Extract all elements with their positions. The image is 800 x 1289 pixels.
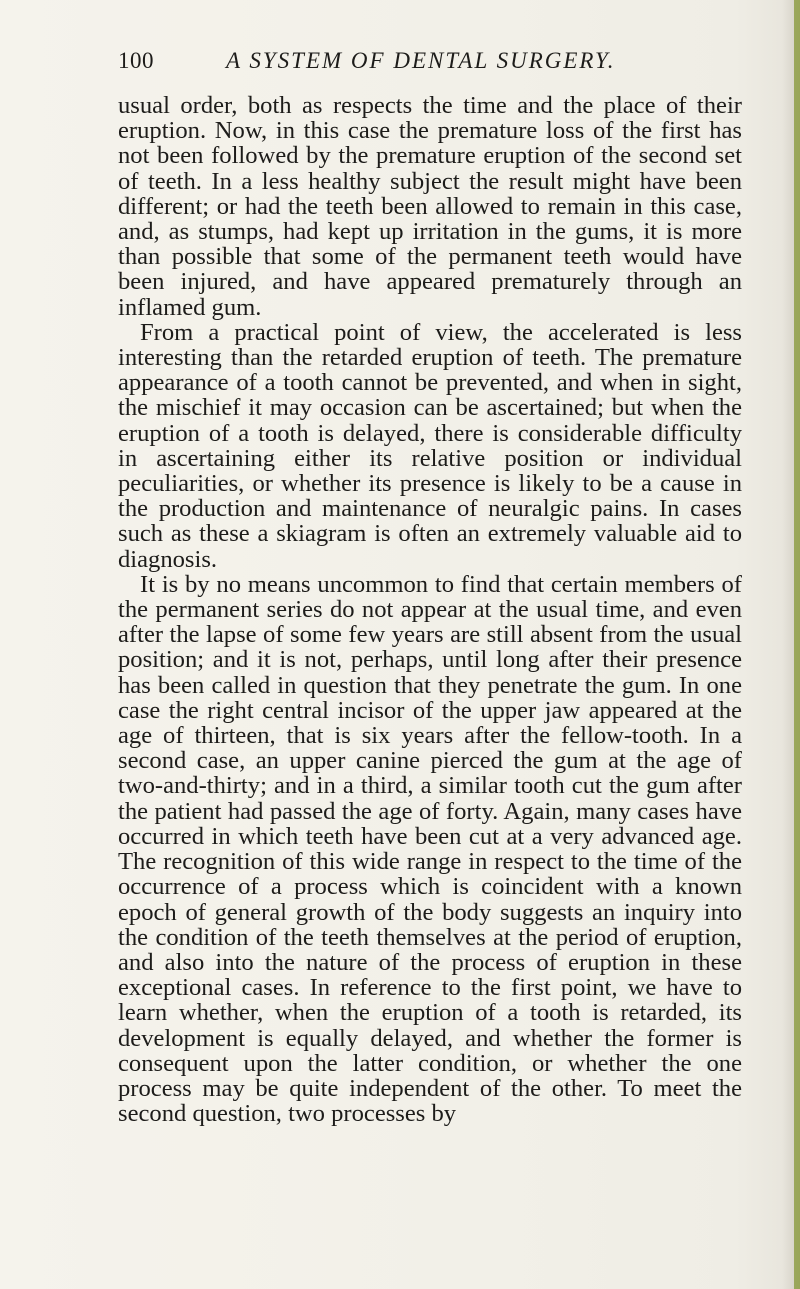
running-title: A SYSTEM OF DENTAL SURGERY.	[226, 48, 616, 73]
page-number: 100	[118, 48, 154, 73]
paragraph-delayed-eruption: It is by no means uncommon to find that certain members of the permanent series do not appear at the usual time, and even after the lapse of some few years are still absent from the usual position; and it is not, perhaps, until long after their presence has been called in question that they penetrate the gum. In one case the right central incisor of the upper jaw appeared at the age of thirteen, that is six years after the fellow-tooth. In a second case, an upper canine pierced the gum at the age of two-and-thirty; and in a third, a similar tooth cut the gum after the patient had passed the age of forty. Again, many cases have occurred in which teeth have been cut at a very advanced age. The recognition of this wide range in respect to the time of the occurrence of a process which is coincident with a known epoch of general growth of the body suggests an inquiry into the condition of the teeth themselves at the period of eruption, and also into the nature of the process of eruption in these exceptional cases. In reference to the first point, we have to learn whether, when the eruption of a tooth is retarded, its development is equally delayed, and whether the former is consequent upon the latter condition, or whether the one process may be quite independent of the other. To meet the second question, two processes by	[118, 570, 742, 1128]
paragraph-continuation: usual order, both as respects the time and the place of their eruption. Now, in this case the premature loss of the first has not been followed by the premature eruption of the second set of teeth. In a less healthy subject the result might have been different; or had the teeth been allowed to remain in this case, and, as stumps, had kept up irritation in the gums, it is more than possible that some of the permanent teeth would have been injured, and have appeared prematurely through an inflamed gum.	[118, 92, 742, 321]
running-head	[118, 48, 718, 78]
body-text	[118, 93, 742, 1126]
page-edge-strip	[794, 0, 800, 1289]
paragraph-practical-view: From a practical point of view, the accelerated is less interesting than the retarded eruption of teeth. The premature appearance of a tooth cannot be prevented, and when in sight, the mischief it may occasion can be ascertained; but when the eruption of a tooth is delayed, there is considerable difficulty in ascertaining either its relative position or individual peculiarities, or whether its presence is likely to be a cause in the production and maintenance of neuralgic pains. In cases such as these a skiagram is often an extremely valuable aid to diagnosis.	[118, 318, 742, 573]
